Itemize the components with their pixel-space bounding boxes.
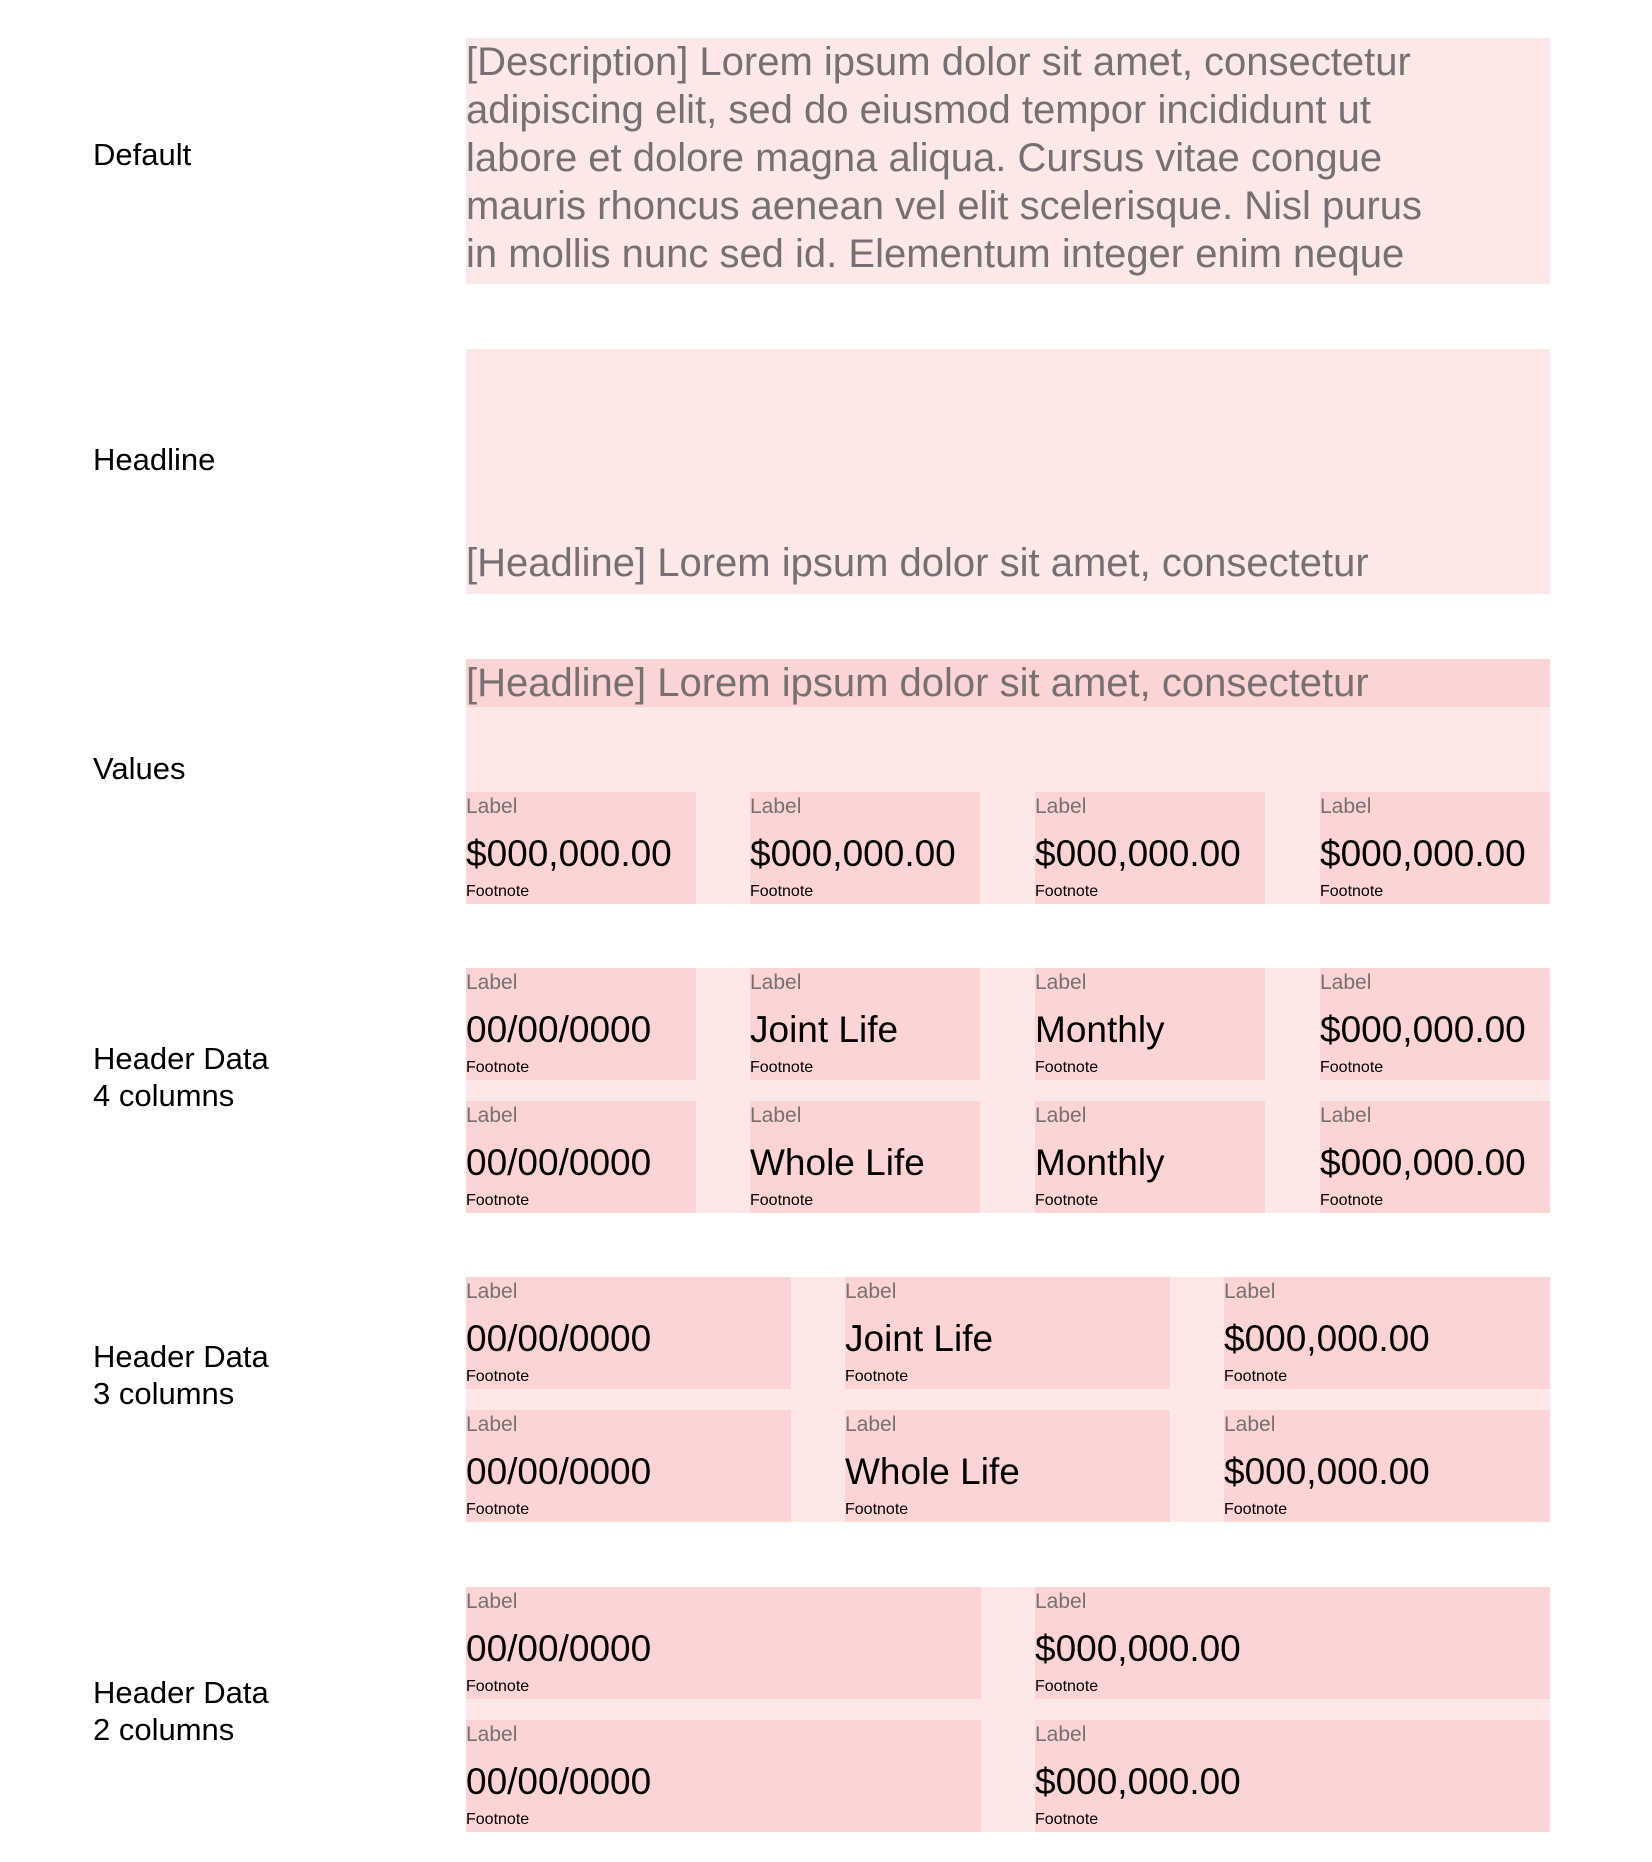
cell-footnote: Footnote bbox=[466, 883, 530, 900]
cell-label: Label bbox=[1224, 1280, 1276, 1303]
cell-value: Whole Life bbox=[750, 1142, 925, 1183]
header-cell bbox=[1035, 1587, 1550, 1699]
value-cell bbox=[1035, 792, 1265, 904]
cell-label: Label bbox=[1035, 795, 1087, 818]
row-label-subtext: 3 columns bbox=[93, 1376, 235, 1411]
cell-label: Label bbox=[1035, 1723, 1087, 1746]
cell-value: $000,000.00 bbox=[1035, 833, 1241, 874]
cell-label: Label bbox=[466, 1280, 518, 1303]
row-label-text: Headline bbox=[93, 442, 216, 477]
row-label-text: Header Data bbox=[93, 1041, 269, 1076]
cell-label: Label bbox=[845, 1413, 897, 1436]
cell-label: Label bbox=[750, 1104, 802, 1127]
header-data-3-columns bbox=[466, 1277, 1550, 1522]
cell-value: $000,000.00 bbox=[1320, 833, 1526, 874]
header-cell bbox=[466, 1410, 791, 1522]
row-label-subtext: 4 columns bbox=[93, 1078, 235, 1113]
cell-footnote: Footnote bbox=[466, 1368, 530, 1385]
row-label-subtext: 2 columns bbox=[93, 1712, 235, 1747]
header-cell bbox=[466, 1277, 791, 1389]
cell-footnote: Footnote bbox=[1035, 1059, 1099, 1076]
cell-label: Label bbox=[466, 1413, 518, 1436]
row-label-header-2 bbox=[93, 1674, 423, 1748]
description-line: labore et dolore magna aliqua. Cursus vitae congue bbox=[466, 136, 1383, 180]
cell-value: $000,000.00 bbox=[750, 833, 956, 874]
row-label-text: Default bbox=[93, 137, 192, 172]
header-cell bbox=[845, 1410, 1170, 1522]
header-cell bbox=[466, 968, 696, 1080]
values-block bbox=[466, 659, 1550, 904]
headline-text: [Headline] Lorem ipsum dolor sit amet, consectetur bbox=[466, 541, 1369, 585]
cell-footnote: Footnote bbox=[1320, 883, 1384, 900]
description-line: mauris rhoncus aenean vel elit scelerisque. Nisl purus bbox=[466, 184, 1423, 228]
cell-value: $000,000.00 bbox=[1224, 1451, 1430, 1492]
cell-footnote: Footnote bbox=[750, 1059, 814, 1076]
cell-value: Monthly bbox=[1035, 1009, 1165, 1050]
row-label-default bbox=[93, 136, 423, 173]
cell-footnote: Footnote bbox=[1035, 1678, 1099, 1695]
cell-footnote: Footnote bbox=[1035, 1811, 1099, 1828]
header-data-2-columns bbox=[466, 1587, 1550, 1832]
header-data-4-columns bbox=[466, 968, 1550, 1213]
cell-label: Label bbox=[466, 1104, 518, 1127]
cell-label: Label bbox=[1035, 1590, 1087, 1613]
cell-value: 00/00/0000 bbox=[466, 1628, 652, 1669]
header-cell bbox=[1035, 968, 1265, 1080]
cell-footnote: Footnote bbox=[1224, 1368, 1288, 1385]
value-cell bbox=[750, 792, 980, 904]
description-line: [Description] Lorem ipsum dolor sit amet, consectetur bbox=[466, 40, 1411, 84]
cell-label: Label bbox=[1320, 971, 1372, 994]
cell-footnote: Footnote bbox=[466, 1501, 530, 1518]
cell-label: Label bbox=[1035, 1104, 1087, 1127]
cell-value: Whole Life bbox=[845, 1451, 1020, 1492]
header-cell bbox=[1035, 1720, 1550, 1832]
value-cell bbox=[466, 792, 696, 904]
cell-value: $000,000.00 bbox=[1035, 1628, 1241, 1669]
header-cell bbox=[466, 1101, 696, 1213]
cell-value: 00/00/0000 bbox=[466, 1761, 652, 1802]
row-label-header-4 bbox=[93, 1040, 423, 1114]
cell-footnote: Footnote bbox=[1224, 1501, 1288, 1518]
cell-value: $000,000.00 bbox=[1035, 1761, 1241, 1802]
header-cell bbox=[466, 1720, 981, 1832]
cell-footnote: Footnote bbox=[1320, 1192, 1384, 1209]
cell-label: Label bbox=[466, 971, 518, 994]
cell-footnote: Footnote bbox=[750, 1192, 814, 1209]
cell-footnote: Footnote bbox=[466, 1678, 530, 1695]
header-cell bbox=[845, 1277, 1170, 1389]
cell-value: Joint Life bbox=[845, 1318, 994, 1359]
cell-label: Label bbox=[466, 1723, 518, 1746]
header-cell bbox=[466, 1587, 981, 1699]
cell-label: Label bbox=[750, 795, 802, 818]
row-label-text: Values bbox=[93, 751, 186, 786]
row-label-headline bbox=[93, 441, 423, 478]
cell-value: 00/00/0000 bbox=[466, 1318, 652, 1359]
cell-footnote: Footnote bbox=[750, 883, 814, 900]
cell-value: $000,000.00 bbox=[1224, 1318, 1430, 1359]
value-cell bbox=[1320, 792, 1550, 904]
cell-footnote: Footnote bbox=[845, 1368, 909, 1385]
cell-footnote: Footnote bbox=[466, 1192, 530, 1209]
description-line: adipiscing elit, sed do eiusmod tempor incididunt ut bbox=[466, 88, 1371, 132]
cell-label: Label bbox=[1035, 971, 1087, 994]
header-cell bbox=[750, 968, 980, 1080]
values-headline-bar bbox=[466, 659, 1550, 707]
row-label-values bbox=[93, 750, 423, 787]
header-cell bbox=[1320, 1101, 1550, 1213]
cell-label: Label bbox=[1224, 1413, 1276, 1436]
cell-label: Label bbox=[466, 795, 518, 818]
cell-footnote: Footnote bbox=[466, 1811, 530, 1828]
cell-footnote: Footnote bbox=[1035, 883, 1099, 900]
header-cell bbox=[1320, 968, 1550, 1080]
cell-label: Label bbox=[1320, 1104, 1372, 1127]
cell-value: 00/00/0000 bbox=[466, 1009, 652, 1050]
description-line: in mollis nunc sed id. Elementum integer enim neque bbox=[466, 232, 1405, 276]
cell-value: Joint Life bbox=[750, 1009, 899, 1050]
cell-footnote: Footnote bbox=[1320, 1059, 1384, 1076]
cell-label: Label bbox=[750, 971, 802, 994]
row-label-text: Header Data bbox=[93, 1675, 269, 1710]
row-label-text: Header Data bbox=[93, 1339, 269, 1374]
cell-label: Label bbox=[1320, 795, 1372, 818]
cell-value: 00/00/0000 bbox=[466, 1142, 652, 1183]
cell-label: Label bbox=[466, 1590, 518, 1613]
cell-value: $000,000.00 bbox=[1320, 1142, 1526, 1183]
cell-footnote: Footnote bbox=[1035, 1192, 1099, 1209]
cell-value: $000,000.00 bbox=[466, 833, 672, 874]
header-cell bbox=[750, 1101, 980, 1213]
cell-value: 00/00/0000 bbox=[466, 1451, 652, 1492]
values-headline-text: [Headline] Lorem ipsum dolor sit amet, consectetur bbox=[466, 661, 1369, 705]
cell-label: Label bbox=[845, 1280, 897, 1303]
cell-footnote: Footnote bbox=[466, 1059, 530, 1076]
cell-footnote: Footnote bbox=[845, 1501, 909, 1518]
cell-value: $000,000.00 bbox=[1320, 1009, 1526, 1050]
header-cell bbox=[1224, 1410, 1550, 1522]
description-block bbox=[466, 38, 1550, 284]
header-cell bbox=[1224, 1277, 1550, 1389]
headline-block bbox=[466, 349, 1550, 594]
row-label-header-3 bbox=[93, 1338, 423, 1412]
cell-value: Monthly bbox=[1035, 1142, 1165, 1183]
header-cell bbox=[1035, 1101, 1265, 1213]
